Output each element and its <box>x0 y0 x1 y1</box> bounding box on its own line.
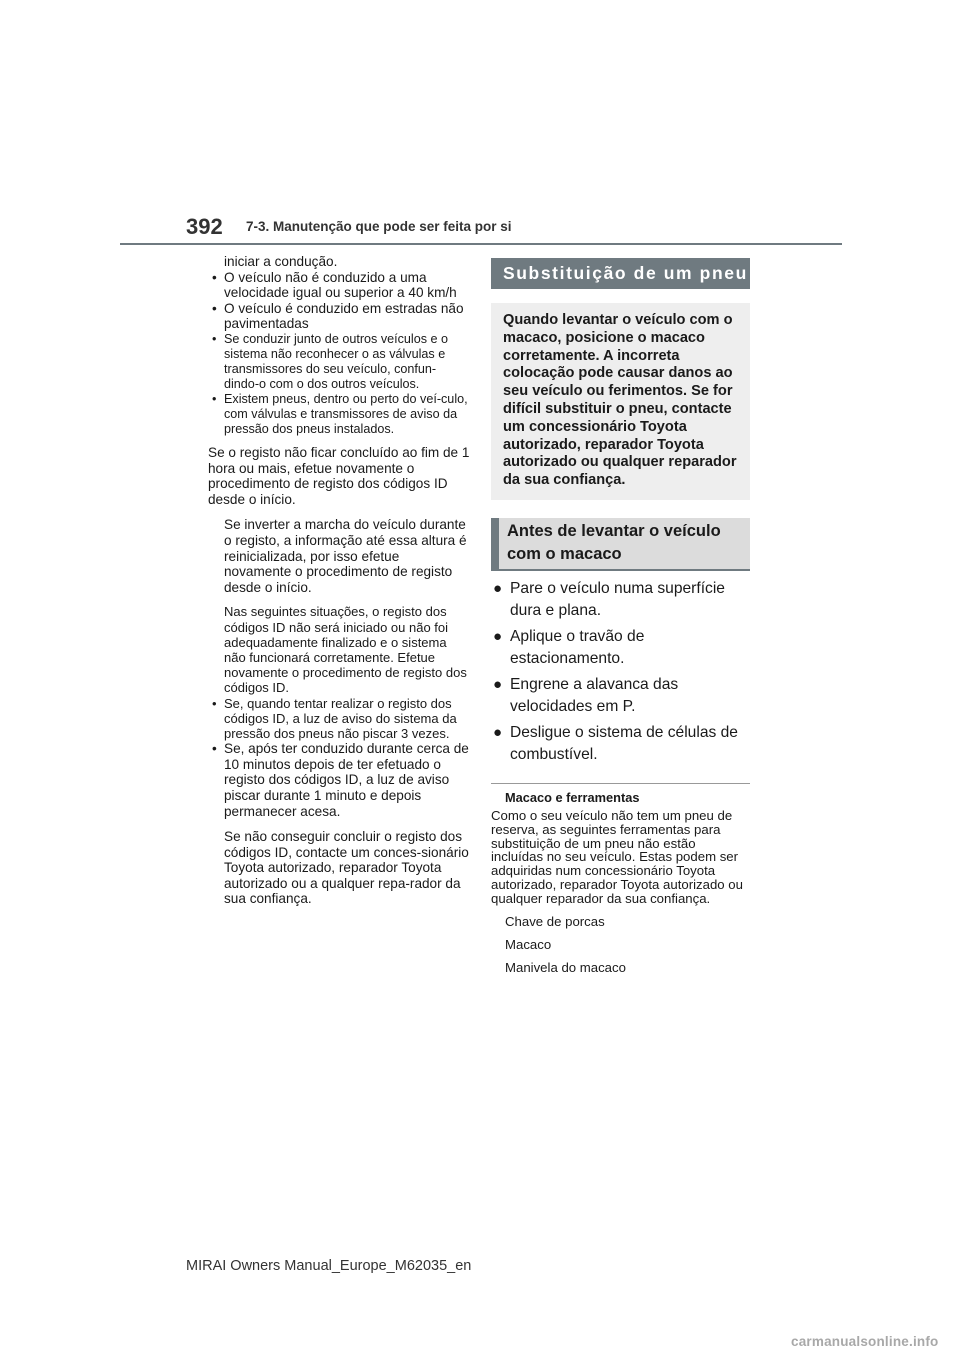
warning-box: Quando levantar o veículo com o macaco, posicione o macaco corretamente. A incorreta colocação pode causar danos ao seu veículo ou ferimentos. Se for difícil substituir o pneu, contacte um concessionário Toyota autorizado, reparador Toyota autorizado ou qualquer reparador da sua confiança. <box>491 303 750 500</box>
list-item: Macaco <box>505 936 552 952</box>
list-item: ● Engrene a alavanca das velocidades em P. <box>493 675 679 715</box>
bullet-item: • Se, quando tentar realizar o registo dos códigos ID, a luz de aviso do sistema da pressão dos pneus não piscar 3 vezes. <box>212 695 457 741</box>
bullet-item: • O veículo é conduzido em estradas não pavimentadas <box>212 300 464 332</box>
filled-circle-bullet-icon: ● <box>493 723 503 741</box>
filled-circle-bullet-icon: ● <box>493 675 503 693</box>
bullet-item: • O veículo não é conduzido a uma velocidade igual ou superior a 40 km/h <box>212 269 457 301</box>
list-item: Chave de porcas <box>505 913 605 929</box>
paragraph-contact: Se não conseguir concluir o registo dos códigos ID, contacte um conces-sionário Toyota autorizado, reparador Toyota autorizado ou a qualquer repa-rador da sua confiança. <box>224 829 469 907</box>
bullet-item: • Se, após ter conduzido durante cerca de 10 minutos depois de ter efetuado o registo dos códigos ID, a luz de aviso piscar durante 1 minuto e depois permanecer acesa. <box>212 741 469 819</box>
bullet-item: • Existem pneus, dentro ou perto do veí-culo, com válvulas e transmissores de aviso da pressão dos pneus instalados. <box>212 391 468 436</box>
bullet-dot-icon: • <box>212 741 217 757</box>
list-item: Manivela do macaco <box>505 959 626 975</box>
subsection-heading: Antes de levantar o veículo com o macaco <box>491 518 750 571</box>
left-column <box>208 254 470 907</box>
bullet-dot-icon: • <box>212 300 217 316</box>
filled-circle-bullet-icon: ● <box>493 579 503 597</box>
paragraph-situations: Nas seguintes situações, o registo dos códigos ID não será iniciado ou não foi adequadamente finalizado e o sistema não funcionará corretamente. Efetue novamente o procedimento de registo dos códigos ID. <box>224 604 467 696</box>
continued-line: iniciar a condução. <box>224 254 338 269</box>
section-band-title: Substituição de um pneu <box>491 258 750 289</box>
list-item: ● Aplique o travão de estacionamento. <box>493 627 645 667</box>
filled-circle-bullet-icon: ● <box>493 627 503 645</box>
section-title: 7-3. Manutenção que pode ser feita por si <box>246 219 512 234</box>
list-item: ● Pare o veículo numa superfície dura e plana. <box>493 579 725 619</box>
bullet-dot-icon: • <box>212 391 217 406</box>
tools-paragraph: Como o seu veículo não tem um pneu de reserva, as seguintes ferramentas para substituição de um pneu não estão incluídas no seu veículo. Estas podem ser adquiridas num concessionário Toyota autorizado, reparador Toyota autorizado ou qualquer reparador da sua confiança. <box>491 807 743 906</box>
bullet-dot-icon: • <box>212 695 217 711</box>
page-number: 392 <box>186 214 223 239</box>
bullet-item: • Se conduzir junto de outros veículos e o sistema não reconhecer o as válvulas e transmissores do seu veículo, confun-dindo-o com o dos outros veículos. <box>212 331 449 391</box>
paragraph-reverse: Se inverter a marcha do veículo durante o registo, a informação até essa altura é reinicializada, por isso efetue novamente o procedimento de registo desde o início. <box>224 517 467 595</box>
paragraph-timeout: Se o registo não ficar concluído ao fim de 1 hora ou mais, efetue novamente o procedimento de registo dos códigos ID desde o início. <box>208 444 470 507</box>
tools-heading: Macaco e ferramentas <box>505 789 640 805</box>
footer-manual-id: MIRAI Owners Manual_Europe_M62035_en <box>186 1258 472 1274</box>
bullet-dot-icon: • <box>212 331 217 346</box>
bullet-dot-icon: • <box>212 269 217 285</box>
watermark: carmanualsonline.info <box>791 1334 939 1349</box>
steps-list <box>491 578 750 766</box>
divider <box>491 783 750 784</box>
header-rule <box>120 243 842 245</box>
list-item: ● Desligue o sistema de células de combustível. <box>493 723 738 763</box>
right-column <box>491 258 750 975</box>
